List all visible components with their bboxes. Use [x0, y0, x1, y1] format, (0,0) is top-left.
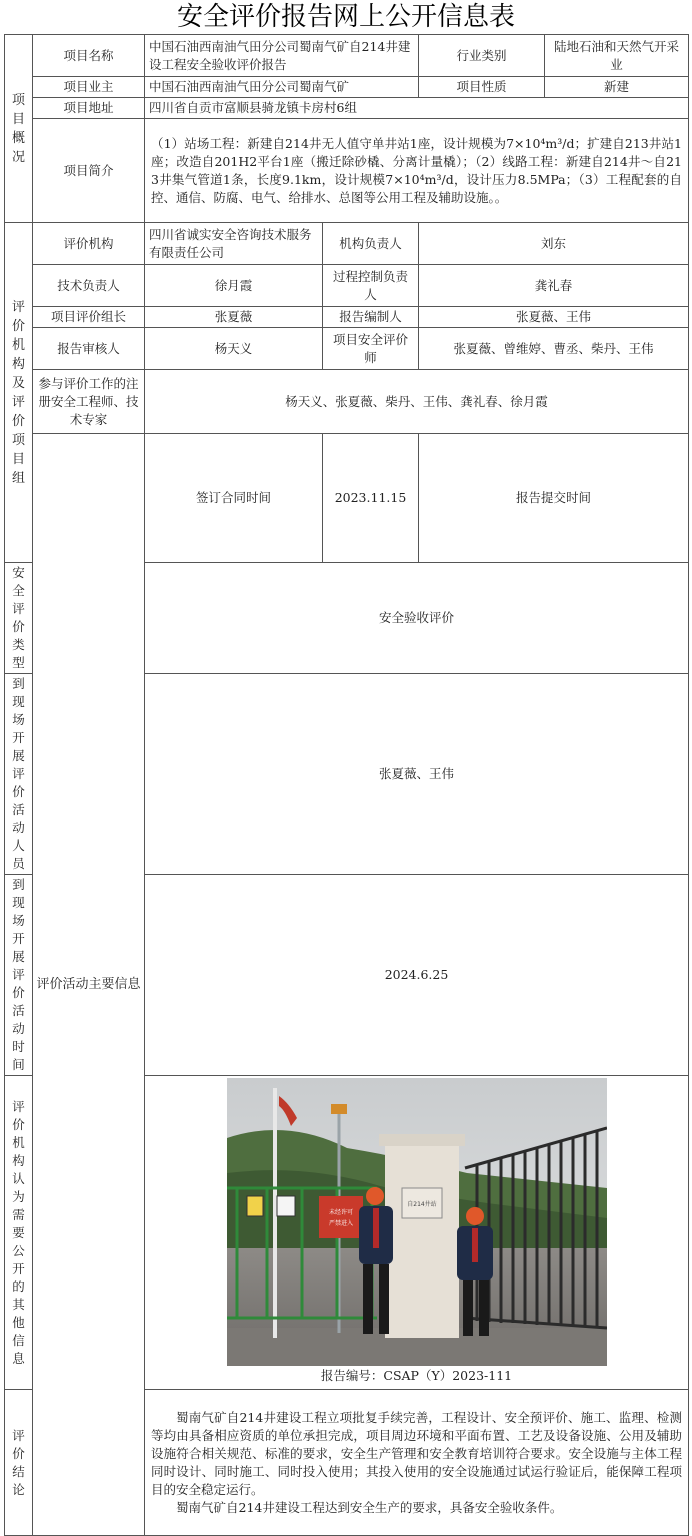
project-owner: 中国石油西南油气田分公司蜀南气矿: [145, 77, 419, 98]
assessment-type: 安全验收评价: [145, 563, 689, 674]
conclusion-paragraph-2: 蜀南气矿自214井建设工程达到安全生产的要求，具备安全验收条件。: [176, 1499, 563, 1515]
type-label: 安全评价类型: [5, 563, 33, 674]
section-agency: 评价机构及评价项目组: [5, 223, 33, 563]
org-label: 评价机构: [33, 223, 145, 265]
address-label: 项目地址: [33, 98, 145, 119]
conclusion-paragraph-1: 蜀南气矿自214井建设工程立项批复手续完善，工程设计、安全预评价、施工、监理、检测等均由具备相应资质的单位承担完成，项目周边环境和平面布置、工艺及设备设施、公用及辅助设施符合相关规范、标准的要求，安全生产管理和安全教育培训符合要求。安全设施与主体工程同时设计、同时施工、同时投入使用；其投入使用的安全设施通过试运行验证后，能保障工程项目的安全稳定运行。: [151, 1409, 682, 1497]
project-address: 四川省自贡市富顺县骑龙镇卡房村6组: [145, 98, 689, 119]
assessor-label: 项目安全评价师: [323, 328, 419, 370]
field-staff: 张夏薇、王伟: [145, 674, 689, 875]
nature-label: 项目性质: [419, 77, 545, 98]
team-leader: 张夏薇: [145, 307, 323, 328]
public-info-cell: [145, 1076, 689, 1390]
project-nature: 新建: [545, 77, 689, 98]
process-head: 龚礼春: [419, 265, 689, 307]
site-photo: [227, 1078, 607, 1366]
public-info-label: 评价机构认为需要公开的其他信息: [5, 1076, 33, 1390]
section-activity: 评价活动主要信息: [33, 434, 145, 1536]
process-label: 过程控制负责人: [323, 265, 419, 307]
reviewer-label: 报告审核人: [33, 328, 145, 370]
industry-label: 行业类别: [419, 35, 545, 77]
writer-label: 报告编制人: [323, 307, 419, 328]
owner-label: 项目业主: [33, 77, 145, 98]
project-name: 中国石油西南油气田分公司蜀南气矿自214井建设工程安全验收评价报告: [145, 35, 419, 77]
report-number: 报告编号：CSAP（Y）2023-111: [320, 1368, 513, 1383]
page-title: 安全评价报告网上公开信息表: [176, 2, 515, 32]
svg-text:自214井站: 自214井站: [406, 1201, 437, 1208]
info-table: [4, 34, 689, 1536]
leader-label: 项目评价组长: [33, 307, 145, 328]
participants: 杨天义、张夏薇、柴丹、王伟、龚礼春、徐月霞: [145, 370, 689, 434]
project-intro: （1）站场工程：新建自214井无人值守单井站1座，设计规模为7×10⁴m³/d；扩建自213井站1座；改造自201H2平台1座（搬迁除砂橇、分离计量橇）；（2）线路工程：新建自214井～自213井集气管道1条，长度9.1km，设计规模7×10⁴m³/d，设计压力8.5MPa；（3）工程配套的自控、通信、防腐、电气、给排水、总图等公用工程及辅助设施。。: [145, 119, 689, 223]
section-overview: 项目概况: [5, 35, 33, 223]
head-label: 机构负责人: [323, 223, 419, 265]
contract-label: 签订合同时间: [145, 434, 323, 563]
report-reviewer: 杨天义: [145, 328, 323, 370]
project-name-label: 项目名称: [33, 35, 145, 77]
intro-label: 项目简介: [33, 119, 145, 223]
tech-label: 技术负责人: [33, 265, 145, 307]
conclusion-label: 评价结论: [5, 1390, 33, 1536]
participants-label: 参与评价工作的注册安全工程师、技术专家: [33, 370, 145, 434]
svg-text:严禁进入: 严禁进入: [328, 1220, 353, 1227]
time-label: 到现场开展评价活动时间: [5, 875, 33, 1076]
assessors: 张夏薇、曾维婷、曹丞、柴丹、王伟: [419, 328, 689, 370]
svg-text:未经许可: 未经许可: [328, 1209, 353, 1216]
submit-label: 报告提交时间: [419, 434, 689, 563]
tech-head: 徐月霞: [145, 265, 323, 307]
contract-date: 2023.11.15: [323, 434, 419, 563]
field-time: 2024.6.25: [145, 875, 689, 1076]
agency-head: 刘东: [419, 223, 689, 265]
industry-value: 陆地石油和天然气开采业: [545, 35, 689, 77]
conclusion: [145, 1390, 689, 1536]
staff-label: 到现场开展评价活动人员: [5, 674, 33, 875]
report-writer: 张夏薇、王伟: [419, 307, 689, 328]
agency-org: 四川省诚实安全咨询技术服务有限责任公司: [145, 223, 323, 265]
